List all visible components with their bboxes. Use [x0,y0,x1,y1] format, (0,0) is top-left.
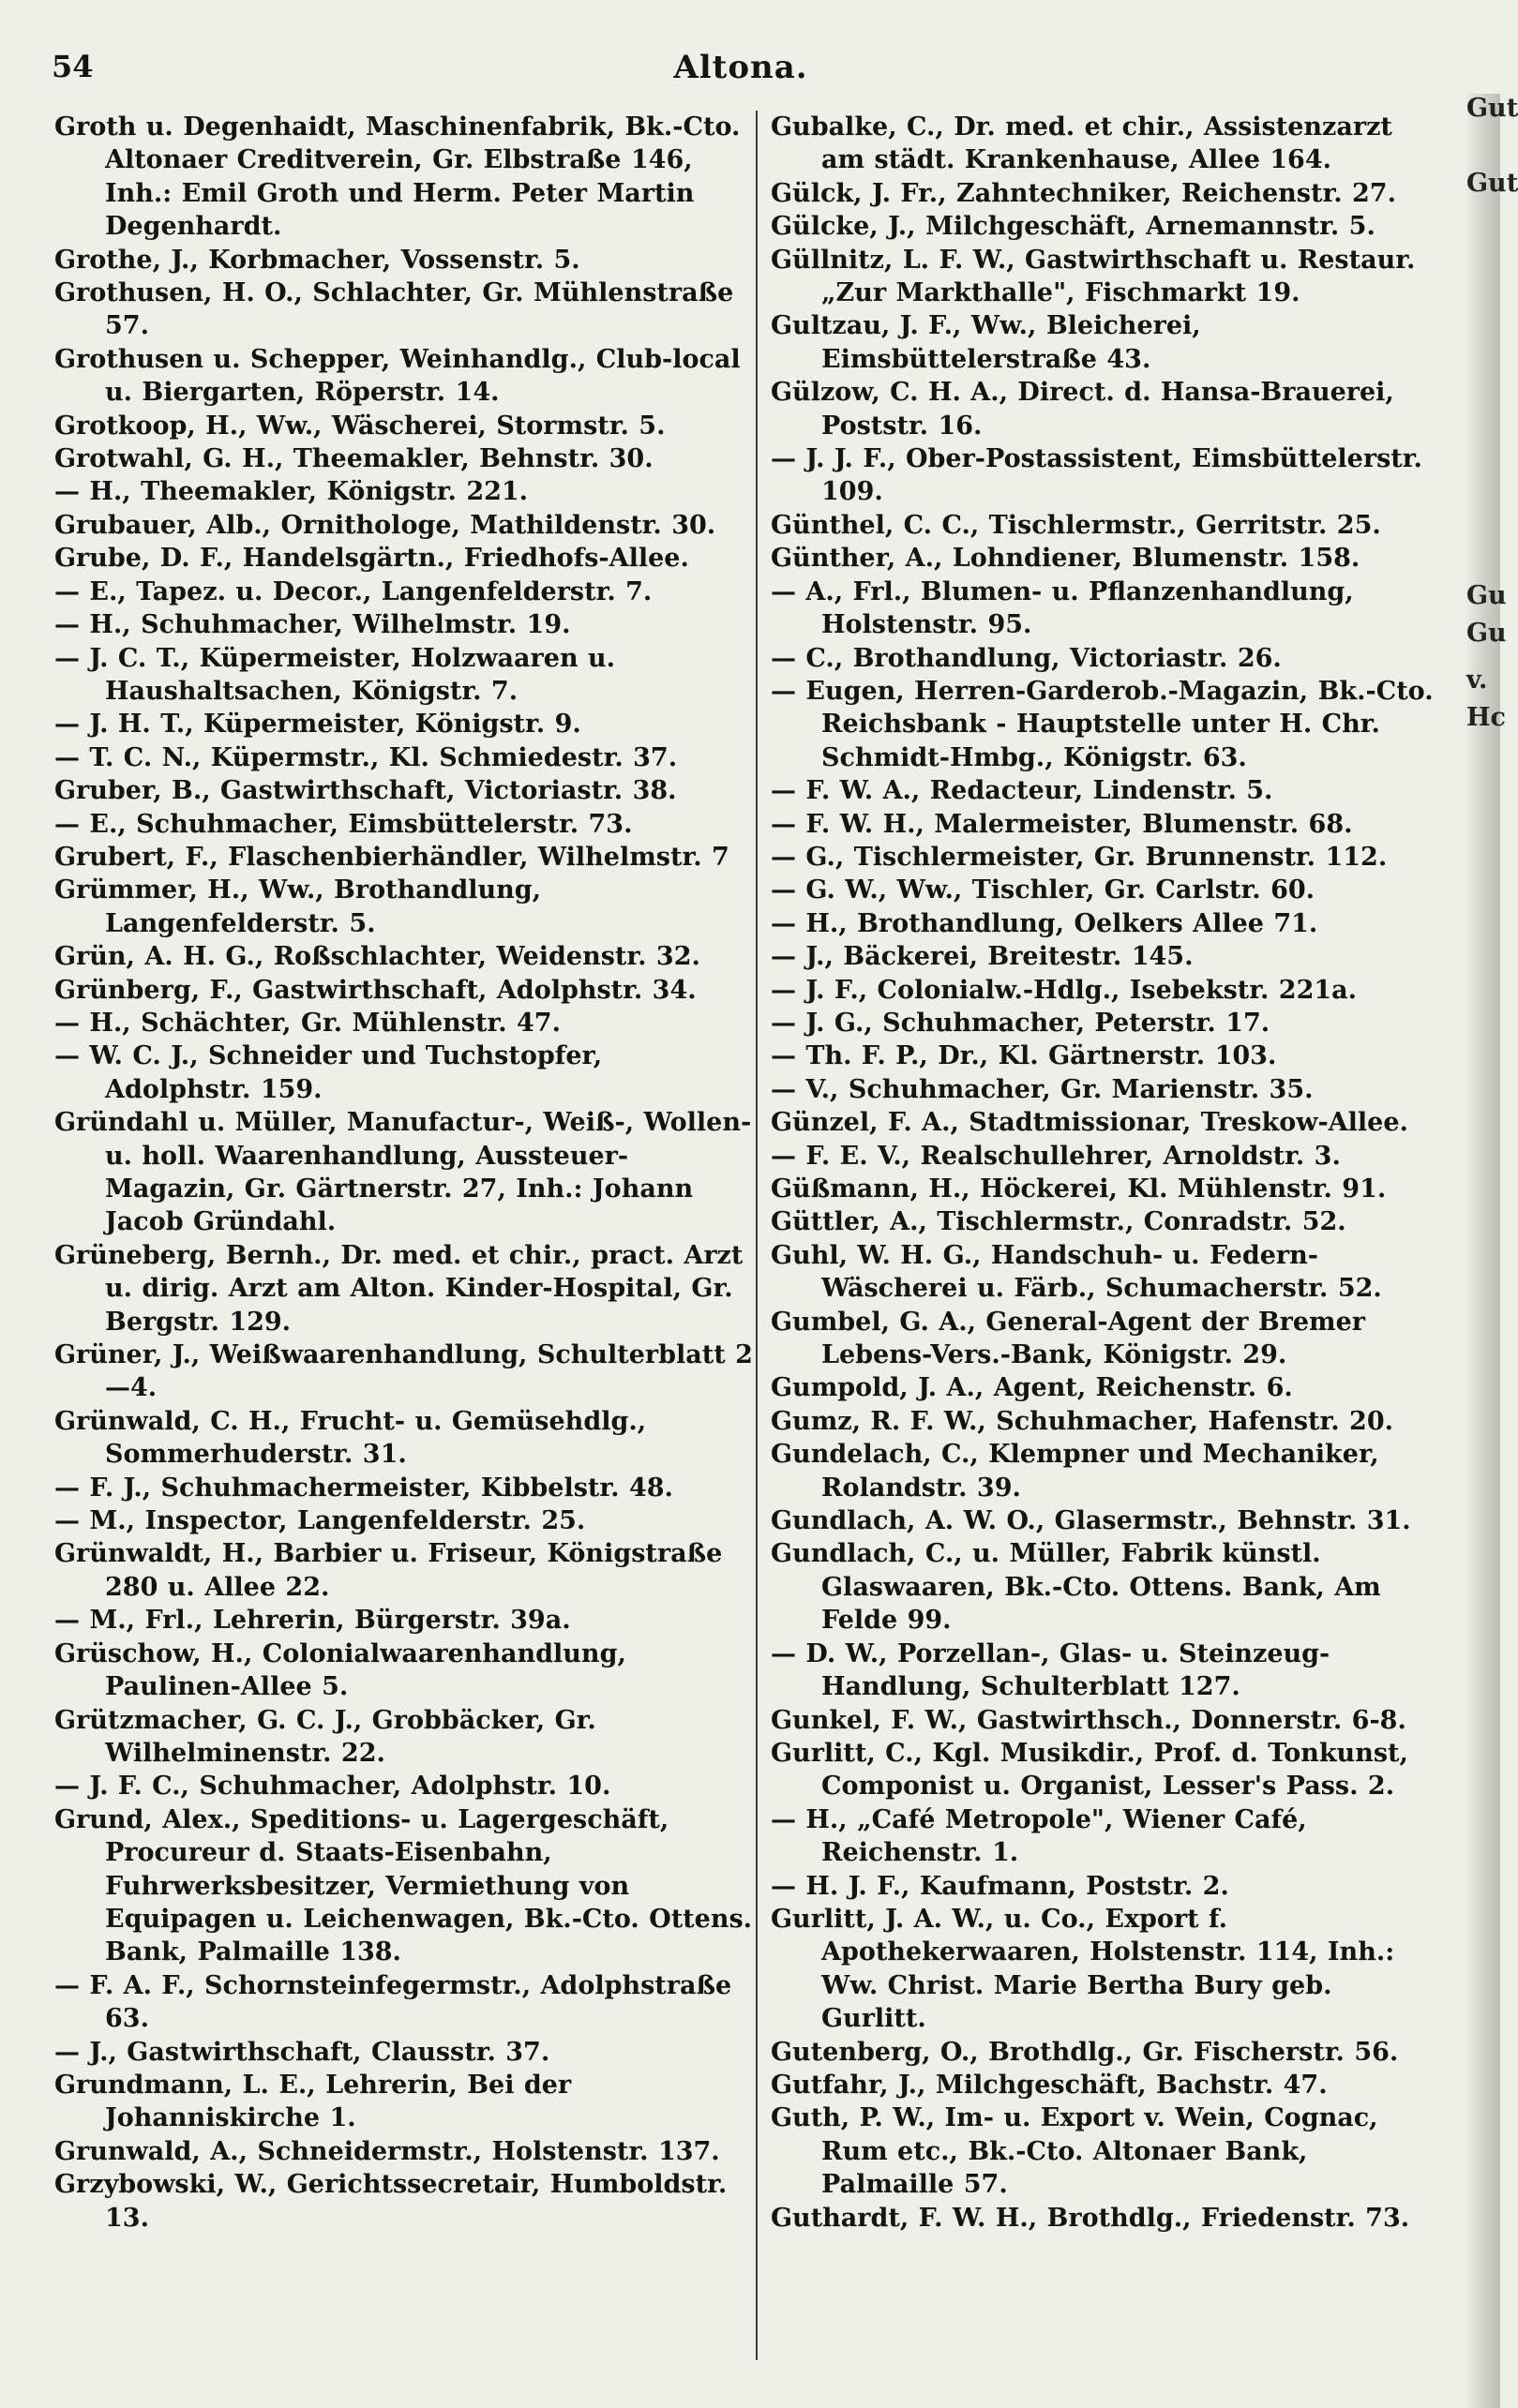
directory-entry: Guhl, W. H. G., Handschuh- u. Federn-Wäscherei u. Färb., Schumacherstr. 52. [771,1240,1382,1304]
directory-entry: — F. A. F., Schornsteinfegermstr., Adolphstraße 63. [54,1970,732,2034]
directory-entry: — J. F. C., Schuhmacher, Adolphstr. 10. [54,1772,611,1802]
right-column [771,111,1444,2235]
adjacent-page-edge [1465,94,1518,2408]
directory-entry: — F. W. H., Malermeister, Blumenstr. 68. [771,809,1353,839]
edge-fragment: Gut [1466,169,1518,198]
directory-entry: Gründahl u. Müller, Manufactur-, Weiß-, Wollen- u. holl. Waarenhandlung, Aussteuer-Magazin, Gr. Gärtnerstr. 27, Inh.: Johann Jacob Gründahl. [54,1108,752,1237]
left-column [54,111,753,2235]
directory-entry: — H., Schächter, Gr. Mühlenstr. 47. [54,1008,561,1038]
directory-entry: Gurlitt, C., Kgl. Musikdir., Prof. d. Tonkunst, Componist u. Organist, Lesser's Pass. 2. [771,1738,1408,1802]
directory-entry: — H., Schuhmacher, Wilhelmstr. 19. [54,610,571,640]
directory-entry: — H., Brothandlung, Oelkers Allee 71. [771,908,1318,938]
directory-entry: Grüner, J., Weißwaarenhandlung, Schulterblatt 2—4. [54,1340,753,1403]
directory-entry: — V., Schuhmacher, Gr. Marienstr. 35. [771,1074,1314,1104]
directory-entry: — E., Tapez. u. Decor., Langenfelderstr. 7. [54,576,653,606]
directory-entry: Grün, A. H. G., Roßschlachter, Weidenstr. 32. [54,942,700,972]
directory-entry: Grube, D. F., Handelsgärtn., Friedhofs-Allee. [54,544,689,574]
edge-fragment: Gu [1466,581,1507,610]
directory-entry: Guthardt, F. W. H., Brothdlg., Friedenstr. 73. [771,2203,1410,2233]
directory-entry: Gunkel, F. W., Gastwirthsch., Donnerstr. 6-8. [771,1705,1406,1735]
directory-entry: Gumz, R. F. W., Schuhmacher, Hafenstr. 20. [771,1406,1394,1436]
directory-entry: Gubalke, C., Dr. med. et chir., Assistenzarzt am städt. Krankenhause, Allee 164. [771,112,1392,175]
directory-entry: — F. W. A., Redacteur, Lindenstr. 5. [771,776,1273,806]
directory-entry: Gundelach, C., Klempner und Mechaniker, Rolandstr. 39. [771,1440,1379,1503]
directory-entry: Grothusen u. Schepper, Weinhandlg., Club-local u. Biergarten, Röperstr. 14. [54,344,741,408]
edge-fragment: Hc [1466,703,1506,732]
directory-entry: Günzel, F. A., Stadtmissionar, Treskow-Allee. [771,1108,1408,1138]
directory-entry: — M., Frl., Lehrerin, Bürgerstr. 39a. [54,1606,571,1636]
directory-entry: Gurlitt, J. A. W., u. Co., Export f. Apothekerwaaren, Holstenstr. 114, Inh.: Ww. Christ. Marie Bertha Bury geb. Gurlitt. [771,1904,1395,2034]
directory-entry: — J., Bäckerei, Breitestr. 145. [771,942,1194,972]
directory-entry: — T. C. N., Küpermstr., Kl. Schmiedestr. 37. [54,742,678,772]
column-divider [756,111,758,2360]
directory-entry: Grubauer, Alb., Ornithologe, Mathildenstr. 30. [54,510,716,540]
directory-entry: Grothe, J., Korbmacher, Vossenstr. 5. [54,245,580,275]
directory-entry: Gumbel, G. A., General-Agent der Bremer Lebens-Vers.-Bank, Königstr. 29. [771,1307,1366,1370]
directory-entry: Grützmacher, G. C. J., Grobbäcker, Gr. Wilhelminenstr. 22. [54,1705,596,1768]
directory-entry: Gultzau, J. F., Ww., Bleicherei, Eimsbüttelerstraße 43. [771,311,1201,374]
directory-entry: — D. W., Porzellan-, Glas- u. Steinzeug-Handlung, Schulterblatt 127. [771,1638,1330,1702]
directory-entry: Grunwald, A., Schneidermstr., Holstenstr. 137. [54,2136,720,2166]
directory-entry: — H., „Café Metropole", Wiener Café, Reichenstr. 1. [771,1804,1307,1868]
directory-entry: — G., Tischlermeister, Gr. Brunnenstr. 112. [771,842,1388,872]
page-header [52,49,1430,97]
directory-entry: Güttler, A., Tischlermstr., Conradstr. 52. [771,1207,1346,1237]
directory-entry: Gumpold, J. A., Agent, Reichenstr. 6. [771,1373,1293,1403]
directory-entry: — F. J., Schuhmachermeister, Kibbelstr. 48. [54,1473,673,1503]
directory-entry: — J. F., Colonialw.-Hdlg., Isebekstr. 221a. [771,975,1358,1005]
directory-entry: — Th. F. P., Dr., Kl. Gärtnerstr. 103. [771,1041,1277,1071]
directory-entry: Gundlach, A. W. O., Glasermstr., Behnstr. 31. [771,1506,1411,1536]
directory-entry: — C., Brothandlung, Victoriastr. 26. [771,643,1282,673]
directory-entry: — G. W., Ww., Tischler, Gr. Carlstr. 60. [771,875,1315,905]
directory-entry: Grundmann, L. E., Lehrerin, Bei der Johanniskirche 1. [54,2070,572,2133]
directory-entry: Gülcke, J., Milchgeschäft, Arnemannstr. 5. [771,212,1375,242]
directory-entry: — E., Schuhmacher, Eimsbüttelerstr. 73. [54,809,633,839]
directory-entry: Groth u. Degenhaidt, Maschinenfabrik, Bk.-Cto. Altonaer Creditverein, Gr. Elbstraße 146, Inh.: Emil Groth und Herm. Peter Martin Degenhardt. [54,112,741,242]
directory-entry: Günthel, C. C., Tischlermstr., Gerritstr. 25. [771,510,1381,540]
directory-entry: Grund, Alex., Speditions- u. Lagergeschäft, Procureur d. Staats-Eisenbahn, Fuhrwerksbesitzer, Vermiethung von Equipagen u. Leichenwagen, Bk.-Cto. Ottens. Bank, Palmaille 138. [54,1804,753,1967]
directory-entry: Grüschow, H., Colonialwaarenhandlung, Paulinen-Allee 5. [54,1638,626,1702]
directory-entry: — W. C. J., Schneider und Tuchstopfer, Adolphstr. 159. [54,1041,603,1104]
directory-entry: — J., Gastwirthschaft, Clausstr. 37. [54,2037,550,2067]
page-number: 54 [52,49,94,84]
directory-entry: — J. G., Schuhmacher, Peterstr. 17. [771,1008,1270,1038]
directory-entry: Güßmann, H., Höckerei, Kl. Mühlenstr. 91. [771,1174,1387,1204]
directory-entry: — H. J. F., Kaufmann, Poststr. 2. [771,1871,1229,1901]
directory-entry: Grünberg, F., Gastwirthschaft, Adolphstr. 34. [54,975,697,1005]
directory-entry: Gülck, J. Fr., Zahntechniker, Reichenstr. 27. [771,178,1396,208]
directory-entry: — J. H. T., Küpermeister, Königstr. 9. [54,710,581,740]
directory-entry: Grünwaldt, H., Barbier u. Friseur, Königstraße 280 u. Allee 22. [54,1539,723,1602]
edge-fragment: Gu [1466,619,1507,648]
directory-entry: Grubert, F., Flaschenbierhändler, Wilhelmstr. 7 [54,842,729,872]
directory-entry: Gutfahr, J., Milchgeschäft, Bachstr. 47. [771,2070,1328,2100]
directory-entry: — J. J. F., Ober-Postassistent, Eimsbüttelerstr. 109. [771,444,1422,507]
directory-entry: Grotkoop, H., Ww., Wäscherei, Stormstr. 5. [54,411,666,441]
directory-entry: Güllnitz, L. F. W., Gastwirthschaft u. Restaur. „Zur Markthalle", Fischmarkt 19. [771,245,1416,308]
directory-entry: Grümmer, H., Ww., Brothandlung, Langenfelderstr. 5. [54,875,542,938]
directory-entry: Grzybowski, W., Gerichtssecretair, Humboldstr. 13. [54,2170,728,2233]
page-title: Altona. [673,49,808,86]
edge-fragment: Gut [1466,94,1518,123]
directory-entry: — F. E. V., Realschullehrer, Arnoldstr. 3. [771,1141,1341,1171]
directory-entry: Günther, A., Lohndiener, Blumenstr. 158. [771,544,1360,574]
directory-entry: Gruber, B., Gastwirthschaft, Victoriastr. 38. [54,776,677,806]
directory-entry: Grotwahl, G. H., Theemakler, Behnstr. 30. [54,444,654,474]
directory-entry: — H., Theemakler, Königstr. 221. [54,477,529,507]
directory-entry: Grünwald, C. H., Frucht- u. Gemüsehdlg., Sommerhuderstr. 31. [54,1406,647,1470]
directory-entry: — M., Inspector, Langenfelderstr. 25. [54,1506,586,1536]
directory-entry: Gülzow, C. H. A., Direct. d. Hansa-Brauerei, Poststr. 16. [771,378,1394,441]
edge-fragment: v. [1466,666,1488,695]
directory-entry: Grothusen, H. O., Schlachter, Gr. Mühlenstraße 57. [54,278,734,341]
directory-entry: Guth, P. W., Im- u. Export v. Wein, Cognac, Rum etc., Bk.-Cto. Altonaer Bank, Palmaille 57. [771,2103,1378,2200]
directory-entry: Grüneberg, Bernh., Dr. med. et chir., pract. Arzt u. dirig. Arzt am Alton. Kinder-Hospital, Gr. Bergstr. 129. [54,1240,744,1337]
directory-entry: Gundlach, C., u. Müller, Fabrik künstl. Glaswaaren, Bk.-Cto. Ottens. Bank, Am Felde 99. [771,1539,1381,1636]
directory-entry: — J. C. T., Küpermeister, Holzwaaren u. Haushaltsachen, Königstr. 7. [54,643,616,706]
directory-entry: — Eugen, Herren-Garderob.-Magazin, Bk.-Cto. Reichsbank - Hauptstelle unter H. Chr. Schmidt-Hmbg., Königstr. 63. [771,676,1434,772]
directory-entry: — A., Frl., Blumen- u. Pflanzenhandlung, Holstenstr. 95. [771,576,1354,640]
directory-entry: Gutenberg, O., Brothdlg., Gr. Fischerstr. 56. [771,2037,1399,2067]
